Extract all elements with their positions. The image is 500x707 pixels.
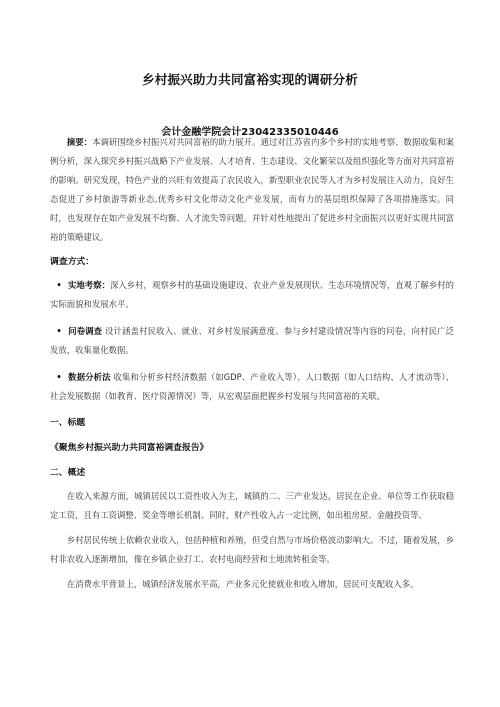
- abstract-paragraph: [50, 133, 454, 247]
- method-item-field-survey: [50, 276, 454, 314]
- overview-paragraph: 乡村居民传统上依赖农业收入，包括种植和养殖，但受自然与市场价格波动影响大。不过，随着发展，乡村非农收入逐渐增加，像在乡镇企业打工、农村电商经营和土地流转租金等。: [50, 535, 454, 564]
- overview-paragraph: 在消费水平背景上，城镇经济发展水平高，产业多元化使就业和收入增加，居民可支配收入多。: [66, 579, 419, 589]
- method-item-data-analysis: [50, 368, 454, 406]
- section1-heading: 一、标题: [50, 418, 86, 428]
- method-text: 深入乡村，观察乡村的基础设施建设、农业产业发展现状、生态环境情况等，直观了解乡村的实际面貌和发展水平。: [50, 280, 455, 309]
- document-author: 会计金融学院会计23042335010446: [161, 127, 339, 138]
- method-label: 实地考察：: [68, 280, 110, 290]
- abstract-label: 摘要：: [66, 137, 93, 147]
- section2-heading: 二、概述: [50, 468, 86, 478]
- methods-heading: 调查方式：: [50, 257, 94, 267]
- abstract-text: 本调研围绕乡村振兴对共同富裕的助力展开。通过对江苏省内多个乡村的实地考察、数据收集和案例分析，深入探究乡村振兴战略下产业发展、人才培育、生态建设、文化繁荣以及组织强化等方面对共同富裕的影响。研究发现，特色产业的兴旺有效提高了农民收入，新型职业农民等人才为乡村发展注入动力，良好生态促进了乡村旅游等新业态,优秀乡村文化带动文化产业发展，而有力的基层组织保障了各项措施落实。同时，也发现存在如产业发展不均衡、人才流失等问题，并针对性地提出了促进乡村全面振兴以更好实现共同富裕的策略建议。: [50, 137, 455, 242]
- document-body: [50, 133, 454, 594]
- method-text: 设计涵盖村民收入、就业、对乡村发展满意度、参与乡村建设情况等内容的问卷，向村民广泛发放，收集量化数据。: [50, 326, 454, 355]
- method-label: 问卷调查: [68, 326, 103, 336]
- bullet-icon: •: [56, 326, 62, 336]
- method-item-questionnaire: [50, 322, 454, 360]
- method-text: 收集和分析乡村经济数据（如GDP、产业收入等）、人口数据（如人口结构、人才流动等）、社会发展数据（如教育、医疗资源情况）等，从宏观层面把握乡村发展与共同富裕的关联。: [50, 372, 454, 401]
- report-title: 《聚焦乡村振兴助力共同富裕调查报告》: [50, 443, 209, 453]
- bullet-icon: •: [56, 372, 62, 382]
- document-title: 乡村振兴助力共同富裕实现的调研分析: [142, 72, 358, 87]
- bullet-icon: •: [56, 280, 62, 290]
- overview-paragraph: 在收入来源方面，城镇居民以工资性收入为主，城镇的二、三产业发达，居民在企业、单位等工作获取稳定工资，且有工资调整、奖金等增长机制。同时，财产性收入占一定比例，如出租房屋、金融投资等。: [50, 491, 454, 520]
- method-label: 数据分析法: [68, 372, 111, 382]
